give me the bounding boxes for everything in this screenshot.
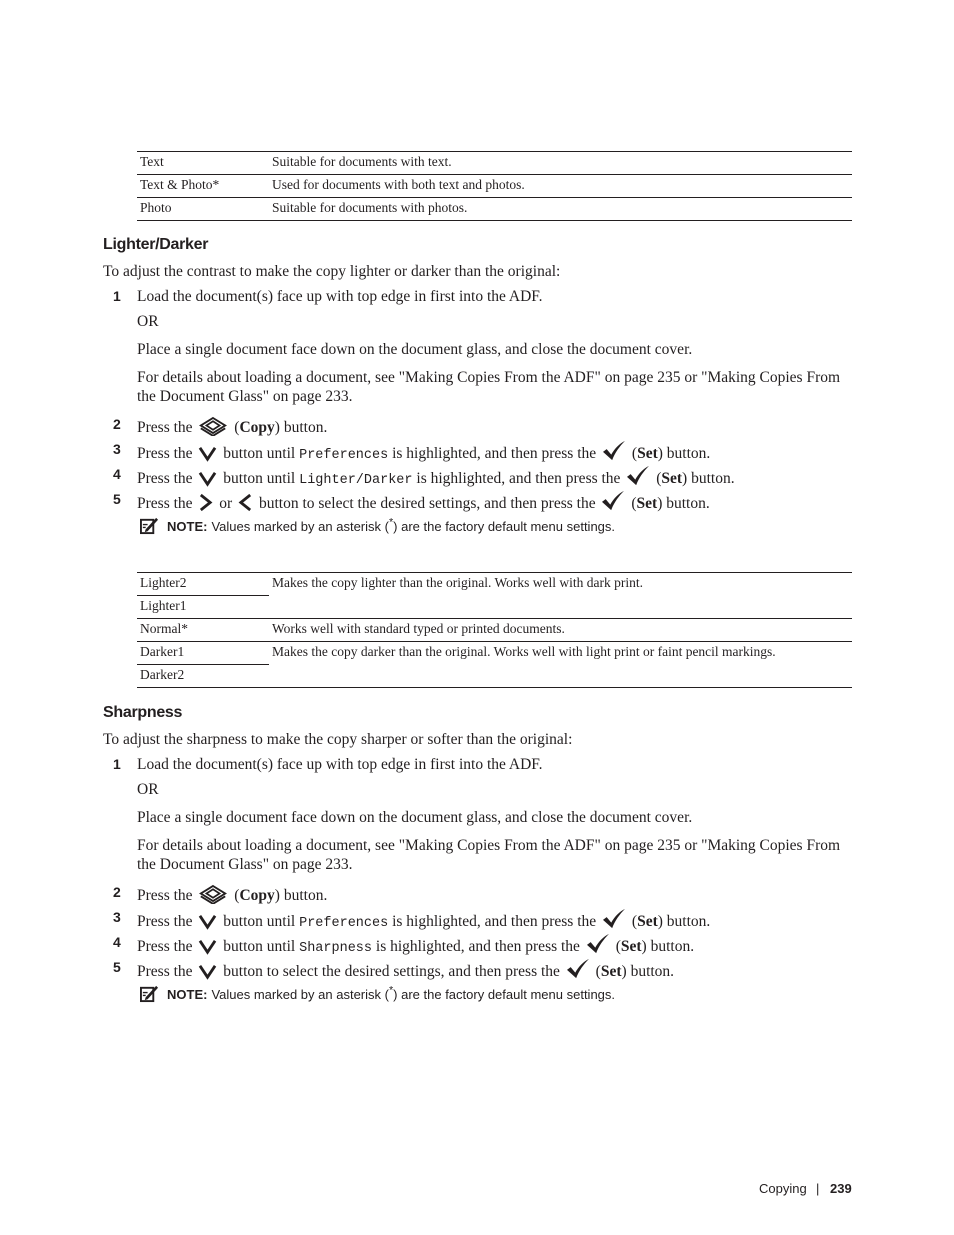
chevron-down-icon <box>198 913 217 930</box>
button-label: Set <box>600 963 622 980</box>
table-row <box>137 573 852 596</box>
option-key: Normal* <box>137 619 269 642</box>
step-text: is highlighted, and then press the <box>392 913 597 930</box>
step-text: button until <box>223 913 296 930</box>
step-text: Press the <box>137 419 193 436</box>
button-label: Set <box>637 913 658 930</box>
button-label: Copy <box>239 419 275 436</box>
button-label: Set <box>637 445 658 462</box>
step-text: button. <box>283 419 328 436</box>
footer-section: Copying <box>759 1181 807 1196</box>
note-pencil-icon <box>140 516 159 535</box>
step-text: button. <box>666 913 711 930</box>
step-text: button. <box>650 938 695 955</box>
option-key: Darker2 <box>137 665 269 688</box>
step-number: 2 <box>113 416 121 432</box>
note-text: ) are the factory default menu settings. <box>393 519 616 534</box>
step-text: Press the <box>137 470 193 487</box>
option-key: Photo <box>137 198 269 221</box>
step-line: Press the (Copy) button. <box>137 415 327 437</box>
step-line: Press the button until Sharpness is highlighted, and then press the (Set) button. <box>137 933 694 958</box>
step-line: Press the or button to select the desired settings, and then press the (Set) button. <box>137 490 710 513</box>
table-row <box>137 642 852 665</box>
option-desc: Used for documents with both text and photos. <box>269 175 852 198</box>
table-row <box>137 619 852 642</box>
option-desc: Suitable for documents with text. <box>269 152 852 175</box>
button-label: Set <box>661 470 683 487</box>
button-label: Set <box>620 938 642 955</box>
step-text: Place a single document face down on the document glass, and close the document cover. <box>137 809 693 826</box>
button-label: Copy <box>239 887 275 904</box>
chevron-right-icon <box>198 493 213 512</box>
copy-icon <box>198 883 228 904</box>
step-number: 5 <box>113 959 121 975</box>
step-text: button to select the desired settings, and then press the <box>258 495 596 512</box>
option-key: Text & Photo* <box>137 175 269 198</box>
note <box>138 516 615 535</box>
menu-item-code: Preferences <box>299 916 389 931</box>
step-text: button until <box>223 938 296 955</box>
step-text: Load the document(s) face up with top edge in first into the ADF. <box>137 288 543 305</box>
section-intro: To adjust the sharpness to make the copy sharper or softer than the original: <box>103 731 573 748</box>
table-row <box>137 175 852 198</box>
chevron-down-icon <box>198 938 217 955</box>
step-text: button. <box>630 963 675 980</box>
step-text: Press the <box>137 963 193 980</box>
step-text: or <box>219 495 233 512</box>
option-key: Lighter2 <box>137 573 269 596</box>
step-line: Press the button until Lighter/Darker is highlighted, and then press the (Set) button. <box>137 465 735 490</box>
note-label: NOTE: <box>167 987 208 1002</box>
step-line: Press the (Copy) button. <box>137 883 327 905</box>
note-text: ) are the factory default menu settings. <box>393 987 616 1002</box>
step-text: Press the <box>137 495 193 512</box>
footer-separator: | <box>816 1181 820 1196</box>
note-label: NOTE: <box>167 519 208 534</box>
page-number: 239 <box>830 1181 852 1196</box>
section-heading: Sharpness <box>103 704 183 721</box>
step-text: button until <box>223 470 296 487</box>
step-line: Press the button until Preferences is highlighted, and then press the (Set) button. <box>137 908 710 933</box>
menu-item-code: Preferences <box>299 448 389 463</box>
step-or: OR <box>137 313 159 330</box>
copy-icon <box>198 415 228 436</box>
step-line: Press the button until Preferences is highlighted, and then press the (Set) button. <box>137 440 710 465</box>
step-number: 2 <box>113 884 121 900</box>
step-text: button until <box>223 445 296 462</box>
menu-item-code: Sharpness <box>299 941 373 956</box>
table-row <box>137 198 852 221</box>
step-number: 1 <box>113 756 121 772</box>
table-row <box>137 152 852 175</box>
step-line: Press the button to select the desired settings, and then press the (Set) button. <box>137 958 674 981</box>
note-text: Values marked by an asterisk ( <box>211 987 389 1002</box>
step-text: Press the <box>137 913 193 930</box>
note-text: Values marked by an asterisk ( <box>211 519 389 534</box>
step-number: 3 <box>113 909 121 925</box>
step-number: 3 <box>113 441 121 457</box>
note-asterisk: * <box>388 984 394 997</box>
chevron-down-icon <box>198 963 217 980</box>
checkmark-icon <box>602 908 626 930</box>
chevron-down-icon <box>198 445 217 462</box>
option-desc: Makes the copy lighter than the original. Works well with dark print. <box>269 573 852 619</box>
step-number: 5 <box>113 491 121 507</box>
chevron-down-icon <box>198 470 217 487</box>
step-number: 4 <box>113 466 121 482</box>
step-text: is highlighted, and then press the <box>392 445 597 462</box>
option-key: Lighter1 <box>137 596 269 619</box>
note-asterisk: * <box>388 516 394 529</box>
chevron-left-icon <box>238 493 253 512</box>
note <box>138 984 615 1003</box>
image-type-table <box>137 151 852 221</box>
checkmark-icon <box>566 958 590 980</box>
step-text: Press the <box>137 445 193 462</box>
checkmark-icon <box>586 933 610 955</box>
option-key: Darker1 <box>137 642 269 665</box>
step-text: Press the <box>137 938 193 955</box>
step-text: Press the <box>137 887 193 904</box>
step-text: Place a single document face down on the document glass, and close the document cover. <box>137 341 693 358</box>
step-number: 1 <box>113 288 121 304</box>
step-text: button to select the desired settings, and then press the <box>223 963 560 980</box>
option-desc: Makes the copy darker than the original. Works well with light print or faint pencil markings. <box>269 642 852 688</box>
note-pencil-icon <box>140 984 159 1003</box>
step-text: is highlighted, and then press the <box>375 938 580 955</box>
section-heading: Lighter/Darker <box>103 236 209 253</box>
section-intro: To adjust the contrast to make the copy lighter or darker than the original: <box>103 263 561 280</box>
menu-item-code: Lighter/Darker <box>299 473 413 488</box>
lighter-darker-table <box>137 572 852 688</box>
option-key: Text <box>137 152 269 175</box>
checkmark-icon <box>626 465 650 487</box>
step-text: button. <box>666 445 711 462</box>
step-text: button. <box>691 470 735 487</box>
button-label: Set <box>636 495 658 512</box>
option-desc: Works well with standard typed or printed documents. <box>269 619 852 642</box>
step-details: For details about loading a document, see "Making Copies From the ADF" on page 235 or "Making Copies From the Document Glass" on page 233. <box>137 837 841 873</box>
step-text: button. <box>283 887 328 904</box>
option-desc: Suitable for documents with photos. <box>269 198 852 221</box>
step-number: 4 <box>113 934 121 950</box>
step-text: Load the document(s) face up with top edge in first into the ADF. <box>137 756 543 773</box>
step-details: For details about loading a document, see "Making Copies From the ADF" on page 235 or "Making Copies From the Document Glass" on page 233. <box>137 369 841 405</box>
checkmark-icon <box>602 440 626 462</box>
step-text: button. <box>666 495 710 512</box>
checkmark-icon <box>601 490 625 512</box>
step-text: is highlighted, and then press the <box>416 470 621 487</box>
step-or: OR <box>137 781 159 798</box>
